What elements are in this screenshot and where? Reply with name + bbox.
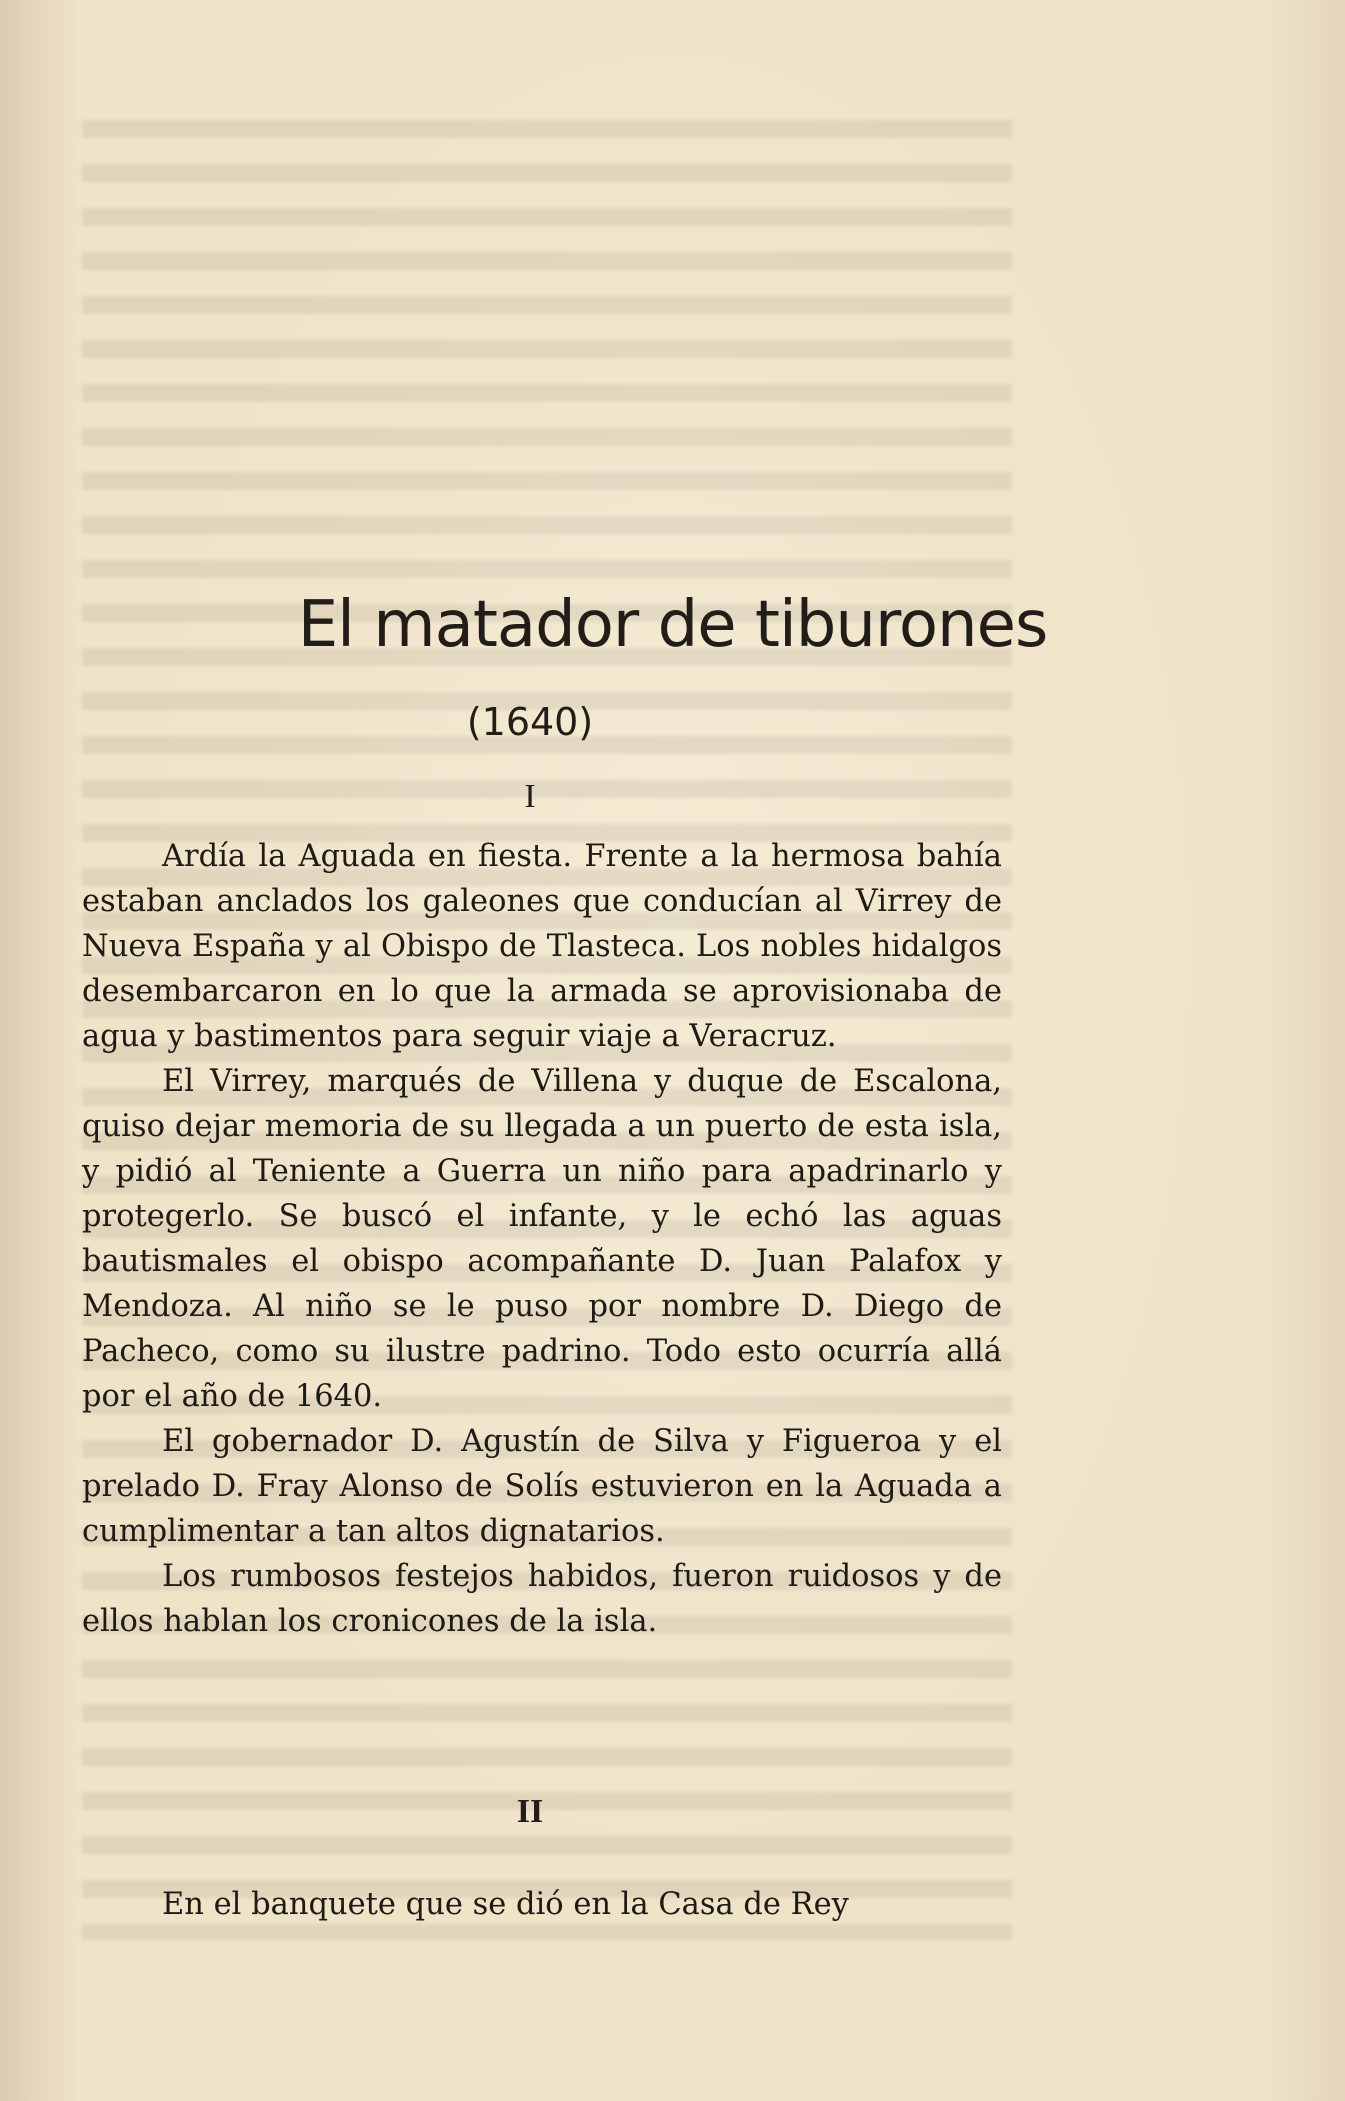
section-number-2: II — [516, 1793, 544, 1830]
paragraph: Los rumbosos festejos habidos, fueron ruidosos y de ellos hablan los cronicones de la isla. — [82, 1559, 1002, 1639]
section-1-body — [82, 834, 1002, 1644]
section-2-first-line: En el banquete que se dió en la Casa de Rey — [162, 1887, 849, 1922]
chapter-title: El matador de tiburones — [297, 588, 1048, 662]
paragraph: El Virrey, marqués de Villena y duque de Escalona, quiso dejar memoria de su llegada a un puerto de esta isla, y pidió al Teniente a Guerra un niño para apadrinarlo y protegerlo. Se buscó el infante, y le echó las aguas bautismales el obispo acompañante D. Juan Palafox y Mendoza. Al niño se le puso por nombre D. Diego de Pacheco, como su ilustre padrino. Todo esto ocurría allá por el año de 1640. — [82, 1064, 1002, 1414]
paragraph: Ardía la Aguada en fiesta. Frente a la hermosa bahía estaban anclados los galeones que conducían al Virrey de Nueva España y al Obispo de Tlasteca. Los nobles hidalgos desembarcaron en lo que la armada se aprovisionaba de agua y bastimentos para seguir viaje a Veracruz. — [82, 839, 1002, 1054]
section-number-1: I — [524, 778, 536, 815]
chapter-year: (1640) — [466, 700, 594, 744]
paragraph: El gobernador D. Agustín de Silva y Figueroa y el prelado D. Fray Alonso de Solís estuvieron en la Aguada a cumplimentar a tan altos dignatarios. — [82, 1424, 1002, 1549]
